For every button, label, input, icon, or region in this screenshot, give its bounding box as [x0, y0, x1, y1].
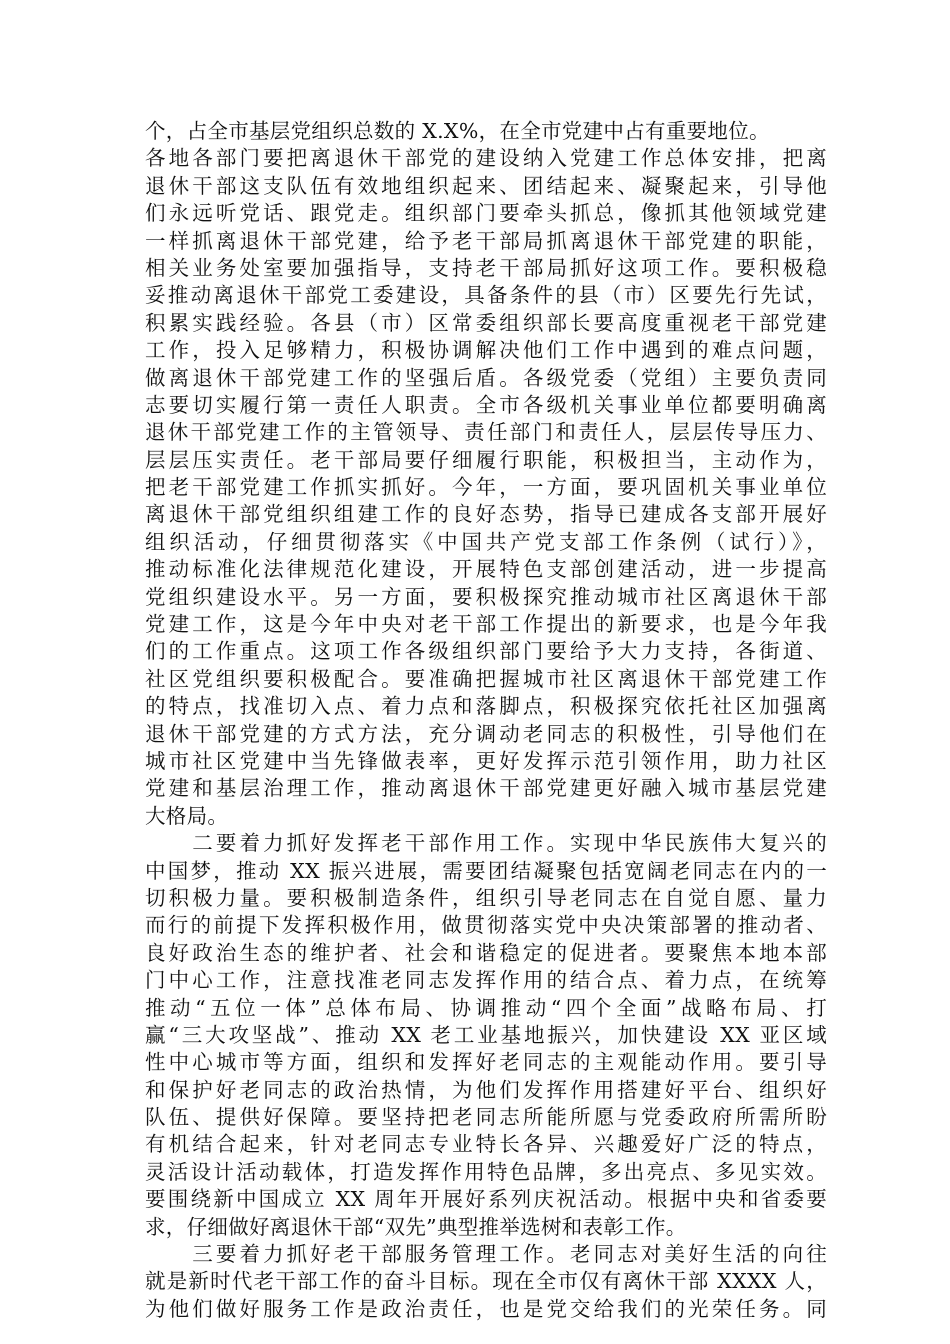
- text-line: 灵活设计活动载体，打造发挥作用特色品牌，多出亮点、多见实效。: [145, 1159, 827, 1184]
- text-line: 就是新时代老干部工作的奋斗目标。现在全市仅有离休干部 XXXX 人，: [145, 1269, 827, 1294]
- text-line: 城市社区党建中当先锋做表率，更好发挥示范引领作用，助力社区: [145, 748, 827, 773]
- text-line: 推动“五位一体”总体布局、协调推动“四个全面”战略布局、打: [145, 995, 827, 1020]
- text-line: 各地各部门要把离退休干部党的建设纳入党建工作总体安排，把离: [145, 146, 827, 171]
- text-line: 志要切实履行第一责任人职责。全市各级机关事业单位都要明确离: [145, 392, 827, 417]
- text-line: 要围绕新中国成立 XX 周年开展好系列庆祝活动。根据中央和省委要: [145, 1187, 827, 1212]
- text-line: 门中心工作，注意找准老同志发挥作用的结合点、着力点，在统筹: [145, 968, 827, 993]
- text-line: 中国梦，推动 XX 振兴进展，需要团结凝聚包括宽阔老同志在内的一: [145, 858, 827, 883]
- text-line: 退休干部党建工作的主管领导、责任部门和责任人，层层传导压力、: [145, 420, 827, 445]
- text-line: 赢“三大攻坚战”、推动 XX 老工业基地振兴，加快建设 XX 亚区域: [145, 1022, 827, 1047]
- text-line: 而行的前提下发挥积极作用，做贯彻落实党中央决策部署的推动者、: [145, 913, 827, 938]
- text-line: 性中心城市等方面，组织和发挥好老同志的主观能动作用。要引导: [145, 1050, 827, 1075]
- text-line: 党组织建设水平。另一方面，要积极探究推动城市社区离退休干部: [145, 584, 827, 609]
- text-line: 和保护好老同志的政治热情，为他们发挥作用搭建好平台、组织好: [145, 1077, 827, 1102]
- text-line: 相关业务处室要加强指导，支持老干部局抓好这项工作。要积极稳: [145, 255, 827, 280]
- text-line: 党建工作，这是今年中央对老干部工作提出的新要求，也是今年我: [145, 612, 827, 637]
- text-line: 把老干部党建工作抓实抓好。今年，一方面，要巩固机关事业单位: [145, 475, 827, 500]
- body-text: [145, 118, 827, 1323]
- text-line: 切积极力量。要积极制造条件，组织引导老同志在自觉自愿、量力: [145, 885, 827, 910]
- text-line: 二要着力抓好发挥老干部作用工作。实现中华民族伟大复兴的: [145, 831, 827, 856]
- text-line: 妥推动离退休干部党工委建设，具备条件的县（市）区要先行先试，: [145, 283, 827, 308]
- text-line: 社区党组织要积极配合。要准确把握城市社区离退休干部党建工作: [145, 666, 827, 691]
- text-line: 积累实践经验。各县（市）区常委组织部长要高度重视老干部党建: [145, 310, 827, 335]
- text-line: 们的工作重点。这项工作各级组织部门要给予大力支持，各街道、: [145, 639, 827, 664]
- text-line: 一样抓离退休干部党建，给予老干部局抓离退休干部党建的职能，: [145, 228, 827, 253]
- text-line: 做离退休干部党建工作的坚强后盾。各级党委（党组）主要负责同: [145, 365, 827, 390]
- text-line: 的特点，找准切入点、着力点和落脚点，积极探究依托社区加强离: [145, 694, 827, 719]
- text-line: 退休干部党建的方式方法，充分调动老同志的积极性，引导他们在: [145, 721, 827, 746]
- text-line: 队伍、提供好保障。要坚持把老同志所能所愿与党委政府所需所盼: [145, 1105, 827, 1130]
- text-line: 工作，投入足够精力，积极协调解决他们工作中遇到的难点问题，: [145, 338, 827, 363]
- text-line: 党建和基层治理工作，推动离退休干部党建更好融入城市基层党建: [145, 776, 827, 801]
- text-line: 为他们做好服务工作是政治责任，也是党交给我们的光荣任务。同: [145, 1296, 827, 1321]
- text-line: 大格局。: [145, 803, 229, 828]
- text-line: 三要着力抓好老干部服务管理工作。老同志对美好生活的向往: [145, 1242, 827, 1267]
- text-line: 良好政治生态的维护者、社会和谐稳定的促进者。要聚焦本地本部: [145, 940, 827, 965]
- text-line: 求，仔细做好离退休干部“双先”典型推举选树和表彰工作。: [145, 1214, 687, 1239]
- text-line: 个，占全市基层党组织总数的 X.X%，在全市党建中占有重要地位。: [145, 119, 770, 143]
- text-line: 们永远听党话、跟党走。组织部门要牵头抓总，像抓其他领域党建: [145, 201, 827, 226]
- text-line: 离退休干部党组织组建工作的良好态势，指导已建成各支部开展好: [145, 502, 827, 527]
- text-line: 有机结合起来，针对老同志专业特长各异、兴趣爱好广泛的特点，: [145, 1132, 827, 1157]
- text-line: 推动标准化法律规范化建设，开展特色支部创建活动，进一步提高: [145, 557, 827, 582]
- text-line: 退休干部这支队伍有效地组织起来、团结起来、凝聚起来，引导他: [145, 173, 827, 198]
- text-line: 组织活动，仔细贯彻落实《中国共产党支部工作条例（试行）》，: [145, 529, 827, 554]
- text-line: 层层压实责任。老干部局要仔细履行职能，积极担当，主动作为，: [145, 447, 827, 472]
